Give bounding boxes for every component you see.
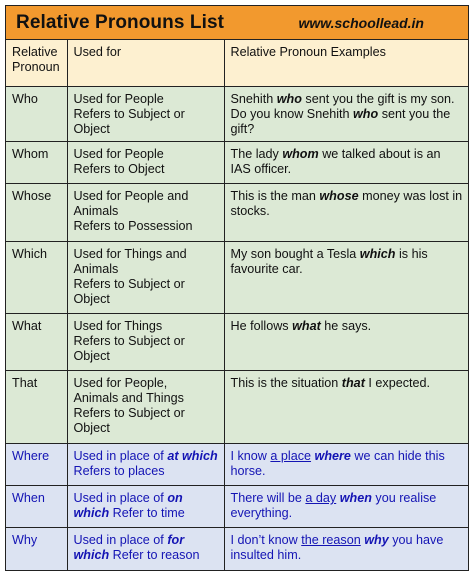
underlined-phrase: the reason <box>301 533 361 548</box>
col-header-pronoun-line2: Pronoun <box>12 60 60 74</box>
emphasis-word: why <box>364 533 389 548</box>
text-run: This is the situation <box>230 376 342 391</box>
used-for-cell <box>67 314 224 371</box>
emphasis-word: who <box>353 106 379 121</box>
pronoun-cell: When <box>6 485 67 527</box>
table-row <box>6 314 468 371</box>
emphasis-word: where <box>314 448 351 463</box>
emphasis-word: when <box>339 490 372 505</box>
emphasis-word: that <box>341 376 365 391</box>
used-for-line: Animals <box>73 204 119 219</box>
emphasis-word: for <box>167 533 185 548</box>
emphasis-word: which <box>73 548 110 563</box>
text-run: you have insulted him. <box>230 533 444 563</box>
text-run: Used in place of <box>73 490 168 505</box>
example-cell <box>224 371 468 443</box>
used-for-line: Object <box>73 421 110 436</box>
column-header-row <box>6 40 468 86</box>
pronoun-cell: Whom <box>6 142 67 184</box>
text-run: Snehith <box>230 91 277 106</box>
text-run: Used in place of <box>73 448 168 463</box>
col-header-examples: Relative Pronoun Examples <box>224 40 468 86</box>
used-for-line: Refers to Subject or <box>73 334 185 349</box>
example-cell <box>224 86 468 141</box>
text-run: Refers to places <box>73 463 165 478</box>
example-cell <box>224 443 468 485</box>
emphasis-word: whom <box>282 147 319 162</box>
pronoun-cell: That <box>6 371 67 443</box>
page-title: Relative Pronouns List <box>16 11 225 33</box>
text-run: I expected. <box>364 376 430 391</box>
used-for-cell <box>67 528 224 570</box>
text-run: I know <box>230 448 271 463</box>
example-cell <box>224 142 468 184</box>
table-row <box>6 184 468 241</box>
used-for-line: Refers to Object <box>73 162 165 177</box>
text-run: you realise everything. <box>230 490 437 520</box>
example-cell <box>224 314 468 371</box>
used-for-cell <box>67 86 224 141</box>
emphasis-word: whose <box>319 189 359 204</box>
emphasis-word: what <box>292 319 321 334</box>
emphasis-word: on <box>167 490 183 505</box>
table-row <box>6 86 468 141</box>
used-for-cell <box>67 443 224 485</box>
text-run: we talked about is an IAS officer. <box>230 147 441 177</box>
used-for-line: Used for People, <box>73 376 168 391</box>
emphasis-word: which <box>182 448 218 463</box>
col-header-pronoun-line1: Relative <box>12 45 58 59</box>
used-for-cell <box>67 184 224 241</box>
example-cell <box>224 485 468 527</box>
text-run: money was lost in stocks. <box>230 189 463 219</box>
pronoun-table <box>6 40 468 570</box>
text-run: There will be <box>230 490 306 505</box>
used-for-cell <box>67 371 224 443</box>
text-run: I don’t know <box>230 533 302 548</box>
table-row <box>6 241 468 313</box>
pronoun-cell: Why <box>6 528 67 570</box>
pronoun-cell: Whose <box>6 184 67 241</box>
title-bar <box>6 6 468 40</box>
used-for-line: Object <box>73 349 110 364</box>
table-row <box>6 485 468 527</box>
used-for-line: Refers to Possession <box>73 219 193 234</box>
used-for-line: Animals <box>73 261 119 276</box>
emphasis-word: which <box>73 505 110 520</box>
example-cell <box>224 241 468 313</box>
used-for-line: Used for People and <box>73 189 189 204</box>
used-for-cell <box>67 241 224 313</box>
table-row <box>6 142 468 184</box>
pronoun-table-sheet <box>5 5 469 571</box>
text-run: is his favourite car. <box>230 246 428 276</box>
text-run: he says. <box>320 319 372 334</box>
used-for-line: Refers to Subject or <box>73 106 185 121</box>
text-run: My son bought a Tesla <box>230 246 360 261</box>
site-url: www.schoollead.in <box>298 14 424 31</box>
text-run: He follows <box>230 319 293 334</box>
used-for-line: Used for People <box>73 91 164 106</box>
table-row <box>6 371 468 443</box>
col-header-used-for: Used for <box>67 40 224 86</box>
pronoun-cell: Which <box>6 241 67 313</box>
used-for-line: Object <box>73 121 110 136</box>
example-cell <box>224 528 468 570</box>
text-run: Refer to reason <box>109 548 200 563</box>
emphasis-word: at <box>167 448 179 463</box>
example-cell <box>224 184 468 241</box>
used-for-cell <box>67 142 224 184</box>
used-for-line: Used for Things and <box>73 246 187 261</box>
pronoun-cell: What <box>6 314 67 371</box>
underlined-phrase: a place <box>270 448 312 463</box>
text-run: Used in place of <box>73 533 168 548</box>
table-row <box>6 528 468 570</box>
emphasis-word: which <box>359 246 396 261</box>
text-run: sent you the gift is my son. Do you know Snehith <box>230 91 455 121</box>
used-for-line: Object <box>73 291 110 306</box>
pronoun-cell: Who <box>6 86 67 141</box>
text-run: This is the man <box>230 189 320 204</box>
emphasis-word: who <box>276 91 302 106</box>
table-row <box>6 443 468 485</box>
used-for-line: Animals and Things <box>73 391 184 406</box>
used-for-line: Used for People <box>73 147 164 162</box>
text-run: sent you the gift? <box>230 106 451 136</box>
text-run: The lady <box>230 147 283 162</box>
text-run: we can hide this horse. <box>230 448 445 478</box>
used-for-line: Refers to Subject or <box>73 276 185 291</box>
pronoun-cell: Where <box>6 443 67 485</box>
text-run: Refer to time <box>109 505 185 520</box>
used-for-cell <box>67 485 224 527</box>
col-header-pronoun <box>6 40 67 86</box>
used-for-line: Used for Things <box>73 319 163 334</box>
underlined-phrase: a day <box>305 490 337 505</box>
used-for-line: Refers to Subject or <box>73 406 185 421</box>
